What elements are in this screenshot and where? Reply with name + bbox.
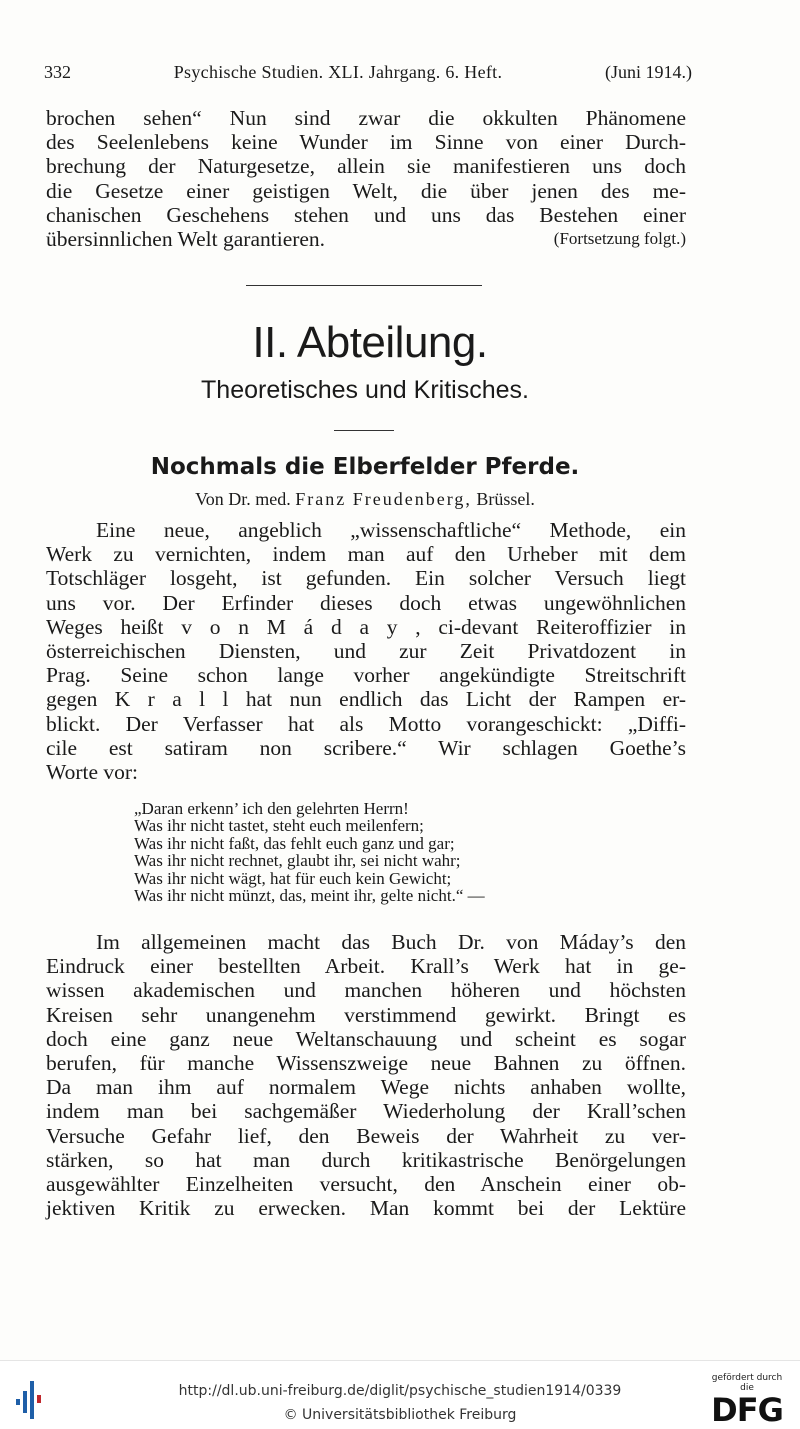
intro-paragraph (46, 106, 686, 251)
dfg-logo: DFG (711, 1391, 783, 1429)
quote-line: Was ihr nicht tastet, steht euch meilenfern; (134, 816, 424, 836)
viewer-footer (0, 1360, 800, 1429)
section-subtitle: Theoretisches und Kritisches. (201, 376, 529, 404)
text-line: berufen, für manche Wissenszweige neue Bahnen zu öffnen. (46, 1050, 686, 1075)
goethe-quote (134, 800, 654, 904)
quote-line: Was ihr nicht rechnet, glaubt ihr, sei nicht wahr; (134, 851, 461, 871)
text-line: brechung der Naturgesetze, allein sie manifestieren uns doch (46, 154, 686, 179)
text-line: doch eine ganz neue Weltanschauung und scheint es sogar (46, 1026, 686, 1051)
text-line: Eindruck einer bestellten Arbeit. Krall’s Werk hat in ge- (46, 954, 686, 979)
text-line: die Gesetze einer geistigen Welt, die über jenen des me- (46, 178, 686, 203)
text-line-end: übersinnlichen Welt garantieren. (46, 226, 326, 251)
text-line: chanischen Geschehens stehen und uns das Bestehen einer (46, 202, 686, 227)
text-line: Eine neue, angeblich „wissenschaftliche“ Methode, ein (96, 518, 686, 542)
text-line: jektiven Kritik zu erwecken. Man kommt bei der Lektüre (46, 1196, 686, 1221)
quote-line: Was ihr nicht faßt, das fehlt euch ganz und gar; (134, 833, 455, 853)
text-line: Totschläger losgeht, ist gefunden. Ein solcher Versuch liegt (46, 566, 686, 591)
article-byline (0, 489, 730, 510)
page-number: 332 (44, 62, 71, 82)
text-line: österreichischen Diensten, und zur Zeit Privatdozent in (46, 638, 686, 663)
text-line: ausgewählter Einzelheiten versucht, den Anschein einer ob- (46, 1171, 686, 1196)
text-line: Prag. Seine schon lange vorher angekündigte Streitschrift (46, 663, 686, 688)
article-paragraph-1 (46, 518, 686, 784)
text-line (46, 227, 686, 251)
text-line: gegen K r a l l hat nun endlich das Licht der Rampen er- (46, 687, 686, 712)
text-line: blickt. Der Verfasser hat als Motto vorangeschickt: „Diffi- (46, 711, 686, 736)
text-line: Weges heißt v o n M á d a y , ci-devant Reiteroffizier in (46, 614, 686, 639)
section-title: II. Abteilung. (252, 318, 488, 367)
dfg-funding-badge (704, 1373, 790, 1427)
running-header (44, 62, 692, 83)
text-line: wissen akademischen und manchen höheren und höchsten (46, 978, 686, 1003)
quote-line: „Daran erkenn’ ich den gelehrten Herrn! (134, 799, 409, 818)
text-line: uns vor. Der Erfinder dieses doch etwas ungewöhnlichen (46, 590, 686, 615)
text-line: Da man ihm auf normalem Wege nichts anhaben wollte, (46, 1075, 686, 1100)
text-line: indem man bei sachgemäßer Wiederholung der Krall’schen (46, 1099, 686, 1124)
copyright-notice: © Universitätsbibliothek Freiburg (283, 1407, 517, 1423)
dfg-funding-label: gefördert durch die (711, 1373, 783, 1393)
byline-prefix: Von Dr. med. (195, 489, 291, 509)
continuation-note: (Fortsetzung folgt.) (553, 228, 686, 248)
article-paragraph-2 (46, 930, 686, 1220)
text-line: stärken, so hat man durch kritikastrische Benörgelungen (46, 1147, 686, 1172)
issue-date: (Juni 1914.) (605, 62, 692, 82)
author-place: Brüssel. (476, 489, 535, 509)
text-line: Worte vor: (46, 759, 139, 784)
text-line: Versuche Gefahr lief, den Beweis der Wahrheit zu ver- (46, 1123, 686, 1148)
quote-line: Was ihr nicht wägt, hat für euch kein Gewicht; (134, 868, 452, 888)
quote-line: Was ihr nicht münzt, das, meint ihr, gelte nicht.“ — (134, 886, 485, 906)
short-divider (334, 430, 394, 431)
journal-title: Psychische Studien. XLI. Jahrgang. 6. Heft. (173, 62, 503, 82)
text-line: cile est satiram non scribere.“ Wir schlagen Goethe’s (46, 735, 686, 760)
text-line: des Seelenlebens keine Wunder im Sinne von einer Durch- (46, 130, 686, 155)
text-line: Werk zu vernichten, indem man auf den Urheber mit dem (46, 542, 686, 567)
author-name: Franz Freudenberg, (295, 489, 472, 509)
text-line: brochen sehen“ Nun sind zwar die okkulten Phänomene (46, 106, 686, 130)
text-line: Im allgemeinen macht das Buch Dr. von Máday’s den (96, 930, 686, 954)
permalink-url[interactable]: http://dl.ub.uni-freiburg.de/diglit/psychische_studien1914/0339 (178, 1383, 622, 1399)
section-divider (246, 285, 482, 286)
article-title: Nochmals die Elberfelder Pferde. (150, 454, 580, 480)
text-line: Kreisen sehr unangenehm verstimmend gewirkt. Bringt es (46, 1002, 686, 1027)
